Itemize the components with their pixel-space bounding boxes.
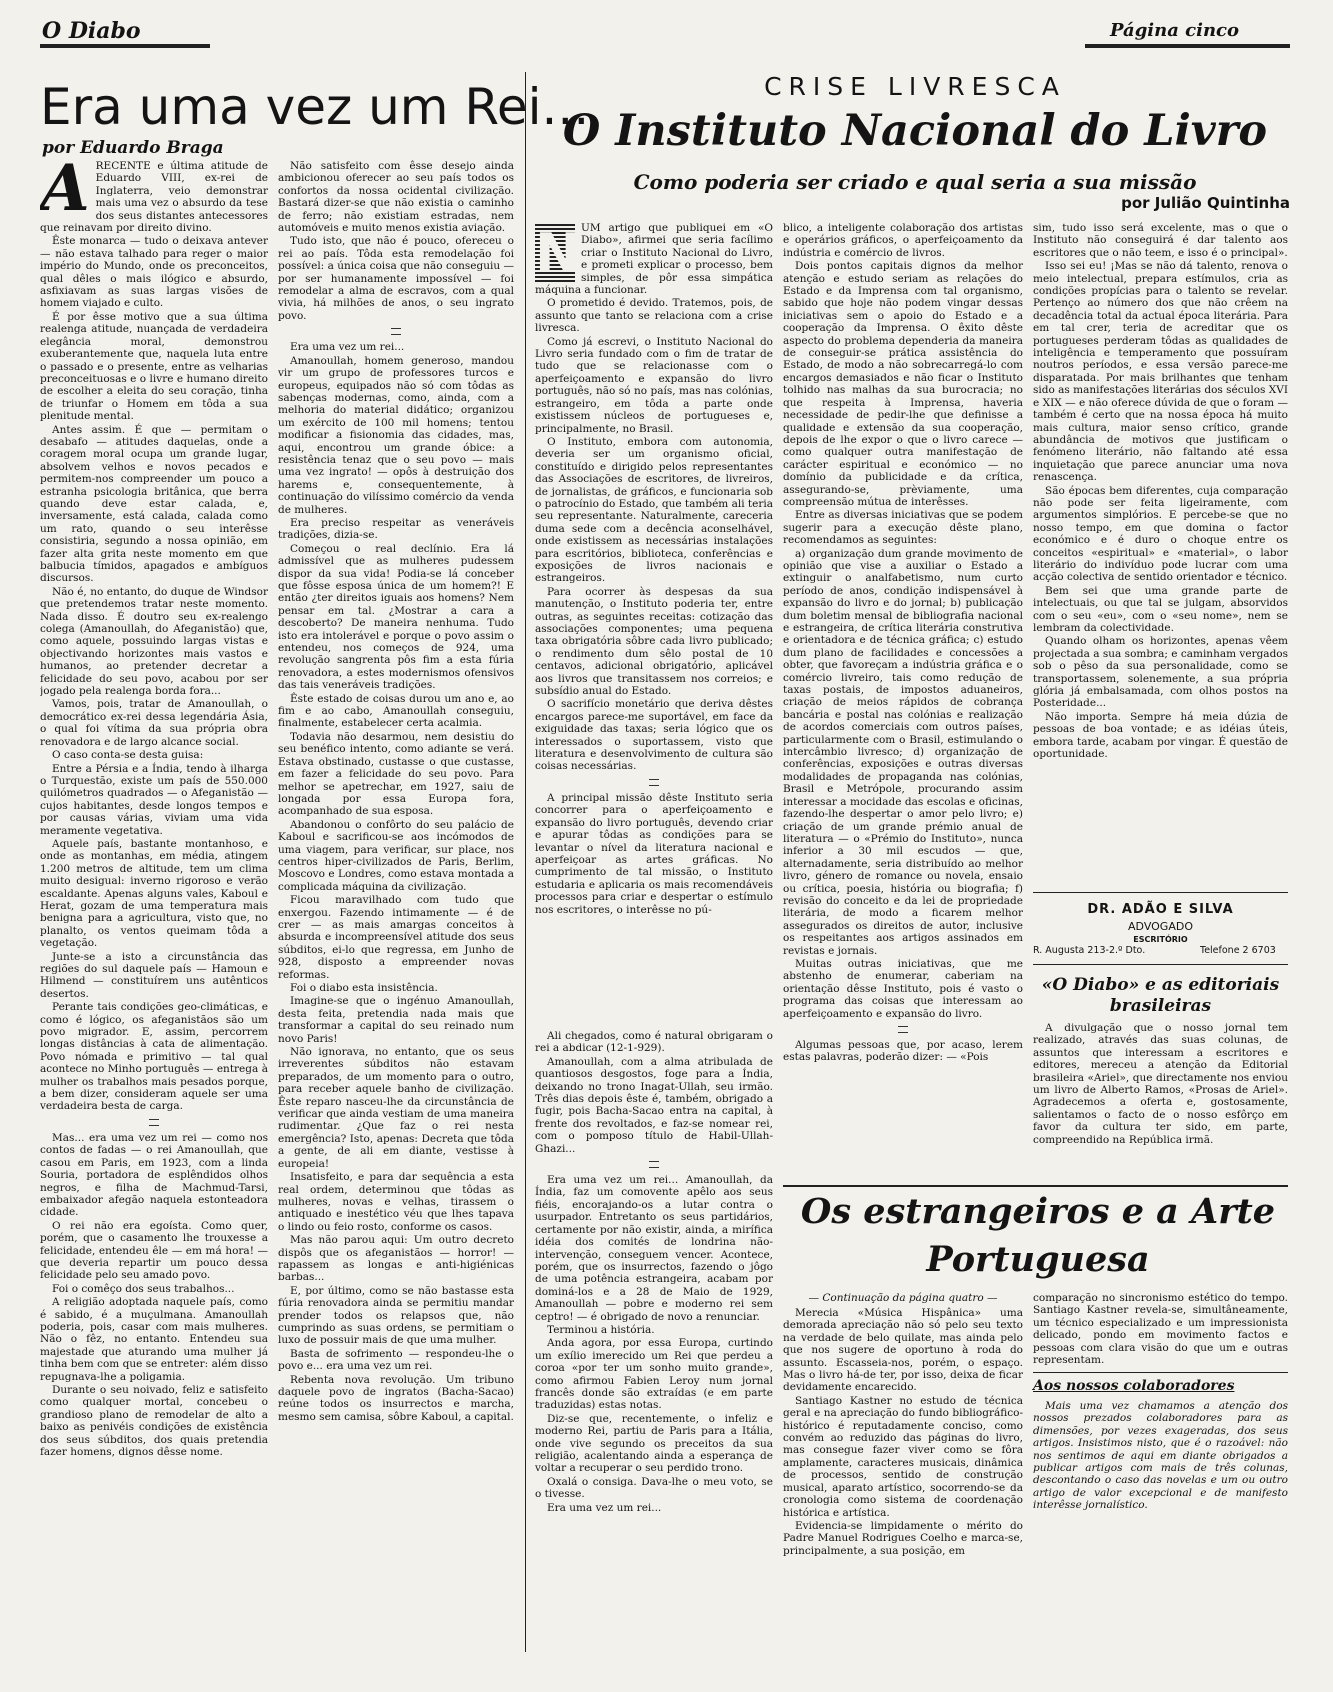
article1-col3-continuation [535,1030,773,1660]
article4-paragraph: Merecia «Música Hispânica» uma demorada apreciação não só pelo seu texto na verdade de belo quilate, mas ainda pelo que nos sugere de oportuno à roda do assunto. Escasseia-nos, porém, o espaço. Mas o livro há-de ter, por isso, deixa de ficar devidamente encarecido. [783,1307,1023,1394]
ad-name: DR. ADÃO E SILVA [1087,902,1234,917]
article2-paragraph: Quando olham os horizontes, apenas vêem projectada a sua sombra; e caminham vergados sob o pêso da sua personalidade, como se transportassem, solenemente, a sua própria glória já embalsamada, com olhos postos na Posteridade... [1033,635,1288,710]
article1-paragraph: Vamos, pois, tratar de Amanoullah, o democrático ex-rei dessa legendária Ásia, o qual foi vítima da sua própria obra renovadora e de largo alcance social. [40,698,268,748]
article5-body [1033,1400,1288,1660]
article1-paragraph: Perante tais condições geo-climáticas, e como é lógico, os afeganistãos são um povo migrador. E, assim, percorrem longas distâncias à cata de alimentação. Povo nómada e primitivo — tal qual acontece no Minho português — entrega à mulher os trabalhos mais pesados porque, a bem dizer, consideram aquele ser uma verdadeira besta de carga. [40,1001,268,1113]
article2-paragraph: Não importa. Sempre há meia dúzia de pessoas de boa vontade; e as idéias úteis, embora tarde, acabam por vingar. É questão de oportunidade. [1033,710,1288,761]
article1-paragraph: Todavia não desarmou, nem desistiu do seu benéfico intento, como adiante se verá. Estava obstinado, custasse o que custasse, em fazer a felicidade do seu povo. Para melhor se apetrechar, em 1927, saiu de longada por essa Europa fora, acompanhado de sua esposa. [278,730,514,818]
article1-paragraph: Foi o diabo esta insistência. [290,982,438,994]
article1-paragraph: Não ignorava, no entanto, que os seus irreverentes súbditos não estavam preparados, de um momento para o outro, para receber aquele banho de civilização. Êste reparo nasceu-lhe da circunstância de verificar que ainda vestiam de uma maneira rudimentar. ¿Que faz o rei nesta emergência? Isto, apenas: Decreta que tôda a gente, de ali em diante, vestisse à europeia! [278,1046,514,1170]
article1-paragraph: Rebenta nova revolução. Um tribuno daquele povo de ingratos (Bacha-Sacao) reúne todos os insurrectos e marcha, mesmo sem camisa, sôbre Kaboul, a capital. [278,1373,514,1423]
article4-title-line2: Portuguesa [926,1239,1150,1280]
article1-paragraph: Basta de sofrimento — respondeu-lhe o povo e... era uma vez um rei. [278,1347,514,1373]
article2-paragraph: Para ocorrer às despesas da sua manutenção, o Instituto poderia ter, entre outras, as seguintes receitas: cotização das associações componentes; uma pequena taxa obrigatória sôbre cada livro publicado; o rendimento dum sêlo postal de 10 centavos, adicional obrigatório, aplicável aos livros que transitassem nos correios; e subsídio anual do Estado. [535,585,773,698]
article4-continued: — Continuação da página quatro — [808,1292,998,1304]
article2-kicker: CRISE LIVRESCA [764,72,1066,101]
article2-paragraph: Entre as diversas iniciativas que se podem sugerir para a execução dêste plano, recomendamos as seguintes: [783,509,1023,547]
article4-col4 [783,1307,1023,1662]
ad-phone: Telefone 2 6703 [1200,945,1276,956]
header-rule-right [1085,44,1290,48]
article1-paragraph: Antes assim. É que — permitam o desabafo — atitudes daquelas, onde a coragem moral ocupa um grande lugar, absolvem velhos e novos pecados e permitem-nos compreender um pouco a estranha psicologia britânica, que berra quando deve estar calada, e, inversamente, está calada, calada como um rato, quando o seu interêsse consistiria, segundo a nossa opinião, em fazer alta grita neste momento em que balbucia tímidos, apagados e ambíguos discursos. [40,423,268,585]
article1-paragraph: Não é, no entanto, do duque de Windsor que pretendemos tratar neste momento. Nada disso. É doutro seu ex-realengo colega (Amanoullah, do Afeganistão) que, como aquele, possuindo largas vistas e objectivando horizontes mais vastos e humanos, ao pretender decretar a felicidade do seu povo, acabou por ser jogado pela realenga borda fora... [40,585,268,698]
ad-rule-bottom [1033,964,1288,965]
ad-office: ESCRITÓRIO [1133,935,1188,944]
header-rule-left [40,44,210,48]
article2-paragraph: O Instituto, embora com autonomia, deveria ser um organismo oficial, constituído e dirigido pelos representantes das Associações de escritores, de livreiros, de jornalistas, de gráficos, e funcionaria sob o patrocínio do Estado, que também ali teria seu representante. Naturalmente, careceria duma sede com a decência aconselhável, onde existissem as necessárias instalações para escritórios, biblioteca, conferências e exposições de livros nacionais e estrangeiros. [535,435,773,585]
separator [783,1026,1023,1034]
article1-paragraph: Mas não parou aqui: Um outro decreto dispôs que os afeganistãos — horror! — rapassem as longas e anti-higiénicas barbas... [278,1234,514,1284]
article1-paragraph: RECENTE e última atitude de Eduardo VIII, ex-rei de Inglaterra, veio demonstrar mais uma vez o absurdo da tese dos seus distantes antecessores que reinavam por direito divino. [40,160,268,235]
article1-paragraph: Abandonou o confôrto do seu palácio de Kaboul e sacrificou-se aos incómodos de uma viagem, para verificar, sur place, nos centros hiper-civilizados de Paris, Berlim, Moscovo e Londres, como estava montada a complicada máquina da civilização. [278,818,514,893]
article2-paragraph: Algumas pessoas que, por acaso, lerem estas palavras, poderão dizer: — «Pois [783,1039,1023,1064]
article1-paragraph: Foi o comêço dos seus trabalhos... [52,1282,235,1295]
article5-paragraph: Mais uma vez chamamos a atenção dos nossos prezados colaboradores para as dimensões, por vezes exageradas, dos seus artigos. Insistimos nisto, que é o razoável: não nos sentimos de aqui em diante obrigados a publicar artigos com mais de três colunas, descontando o caso das novelas e um ou outro artigo de valor excepcional e de manifesto interêsse jornalístico. [1033,1400,1288,1512]
article4-paragraph: Evidencia-se limpidamente o mérito do Padre Manuel Rodrigues Coelho e marca-se, principalmente, a sua posição, em [783,1519,1023,1557]
ad-profession: ADVOGADO [1128,920,1193,933]
article1-col1 [40,160,268,1660]
article2-paragraph: Isso sei eu! ¡Mas se não dá talento, renova o meio intelectual, prepara estímulos, cria as condições propícias para o talento se revelar. Pertenço ao número dos que não crêem na decadência total da actual época literária. Para em tal crer, teria de acreditar que os portugueses perderam tôdas as qualidades de inteligência e temperamento que possuíram noutros períodos, e essa versão parece-me disparatada. Por mais brilhantes que tenham sido as manifestações literárias dos séculos XVI e XIX — e não oferece dúvida de que o foram — também é certo que na nossa época há muito mais cultura, maior senso crítico, grande abundância de motivos que justificam o fenómeno literário, não faltando até essa inquietação que parece anunciar uma nova renascença. [1033,260,1288,484]
article3-body [1033,1022,1288,1182]
article3-title: «O Diabo» e as editoriais brasileiras [1041,975,1280,1016]
article1-paragraph: Era uma vez um rei... [290,341,405,354]
separator [535,779,773,787]
article1-byline: por Eduardo Braga [42,138,224,158]
article2-paragraph: a) organização dum grande movimento de opinião que vise a auxiliar o Estado a extinguir o analfabetismo, num curto período de anos, condição indispensável à expansão do livro e do jornal; b) publicação dum boletim mensal de bibliografia nacional e estrangeira, de crítica literária construtiva e orientadora e de técnica gráfica; c) estudo dum plano de facilidades e concessões a obter, que favoreçam a indústria gráfica e o comércio livreiro, tais como redução de taxas postais, de impostos aduaneiros, criação de meios rápidos de cobrança bancária e postal nas colónias e realização de acordos comerciais com outros países, particularmente com o Brasil, estimulando o intercâmbio livresco; d) organização de conferências, exposições e outras diversas modalidades de propaganda nas colónias, Brasil e Metrópole, procurando assim interessar a mocidade das escolas e oficinas, fazendo-lhe despertar o amor pelo livro; e) criação de um grande prémio anual de literatura — o «Prémio do Instituto», nunca inferior a 30 mil escudos — que, alternadamente, seria distribuído ao melhor livro, género de romance ou novela, ensaio ou crítica, poesia, história ou biografia; f) revisão do conceito e da lei de propriedade literária, de modo a ficarem melhor assegurados os direitos de autor, inclusive os respeitantes aos artigos assinados em revistas e jornais. [783,547,1023,957]
article2-title: O Instituto Nacional do Livro [562,106,1268,156]
separator [40,1119,268,1127]
page-label: Página cinco [1110,20,1240,41]
article1-paragraph: Êste monarca — tudo o deixava antever — não estava talhado para reger o maior império do Mundo, onde os preconceitos, qual dêles o mais ilógico e absurdo, asfixiavam as suas largas visões de homem viajado e culto. [40,235,268,310]
article1-paragraph: Oxalá o consiga. Dava-lhe o meu voto, se o tivesse. [535,1475,773,1501]
article1-paragraph: O caso conta-se desta guisa: [52,749,204,762]
article2-col3 [535,222,773,1022]
article1-paragraph: Diz-se que, recentemente, o infeliz e moderno Rei, partiu de Paris para a Itália, onde vive segundo os preceitos da sua religião, acalentando ainda a esperança de voltar a recuperar o seu perdido trono. [535,1412,773,1475]
article1-paragraph: É por êsse motivo que a sua última realenga atitude, nuançada de verdadeira elegância moral, demonstrou exuberantemente que, naquela luta entre o passado e o presente, entre as velharias preconceituosas e o livre e humano direito de escolher a eleita do seu coração, tinha de triunfar o Homem em tôda a sua plenitude mental. [40,310,268,423]
article2-col4 [783,222,1023,1127]
article1-paragraph: Imagine-se que o ingénuo Amanoullah, desta feita, pretendia nada mais que transformar a capital do seu reinado num novo Paris! [278,995,514,1045]
article2-paragraph: O prometido é devido. Tratemos, pois, de assunto que tanto se relaciona com a crise livresca. [535,297,773,335]
article1-dropcap: A [40,160,90,226]
article1-paragraph: Ali chegados, como é natural obrigaram o rei a abdicar (12-1-929). [535,1030,773,1055]
article2-paragraph: Como já escrevi, o Instituto Nacional do Livro seria fundado com o fim de tratar de tudo que se relacionasse com o aperfeiçoamento e expansão do livro português, não só no país, mas nas colónias, estrangeiro, em tôda a parte onde existissem núcleos de portugueses e, principalmente, no Brasil. [535,335,773,435]
article4-paragraph: comparação no sincronismo estético do tempo. Santiago Kastner revela-se, simultâneamente, um técnico especializado e um impressionista delicado, pondo em movimento factos e pessoas com clara visão do que um e outras representam. [1033,1292,1288,1367]
article1-paragraph: O rei não era egoísta. Como quer, porém, que o casamento lhe trouxesse a felicidade, entendeu êle — em má hora! — que deveria repartir um pouco dessa felicidade pelo seu amado povo. [40,1219,268,1282]
article2-paragraph: UM artigo que publiquei em «O Diabo», afirmei que seria facílimo criar o Instituto Nacional do Livro, e prometi explicar o processo, bem simples, de pôr essa simpática máquina a funcionar. [535,222,773,297]
article5-title: Aos nossos colaboradores [1033,1378,1235,1394]
article2-paragraph: Bem sei que uma grande parte de intelectuais, ou que tal se julgam, absorvidos com o seu «eu», com o «seu nome», nem se lembram da colectividade. [1033,584,1288,634]
article4-title-line1: Os estrangeiros e a Arte [800,1191,1276,1232]
article1-paragraph: Começou o real declínio. Era lá admissível que as mulheres pudessem dispor da sua vida! Podia-se lá conceber que fôsse esposa única de um homem?! E então ¿ter direitos iguais aos homens? Nem pensar em tal. ¿Mostrar a cara a descoberto? De maneira nenhuma. Tudo isto era intolerável e porque o povo assim o entendeu, nos começos de 924, uma revolução sangrenta pôs fim a esta fúria renovadora, a estes modernismos ofensivos das tais veneráveis tradições. [278,542,514,692]
article2-paragraph: A principal missão dêste Instituto seria concorrer para o aperfeiçoamento e expansão do livro português, devendo criar e apurar tôdas as condições para se levantar o nível da literatura nacional e aperfeiçoar as artes gráficas. No cumprimento de tal missão, o Instituto estudaria e aplicaria os mais recomendáveis processos para criar e despertar o estímulo nos escritores, o interêsse no pú- [535,791,773,916]
article1-paragraph: E, por último, como se não bastasse esta fúria renovadora ainda se permitiu mandar prender todos os relapsos que, não cumprindo as suas ordens, se permitiam o luxo de possuir mais de que uma mulher. [278,1284,514,1347]
article4-rule-top [783,1185,1288,1187]
article1-paragraph: Êste estado de coisas durou um ano e, ao fim e ao cabo, Amanoullah conseguiu, finalmente, estabelecer certa acalmia. [278,692,514,730]
article2-dropcap: N [535,222,581,285]
article1-paragraph: Ficou maravilhado com tudo que enxergou. Fazendo intimamente — é de crer — as mais amargas conceitos à absurda e incompreensível atitude dos seus súbditos, ei-lo que regressa, em Junho de 928, disposto a empreender novas reformas. [278,894,514,981]
article1-paragraph: Era preciso respeitar as veneráveis tradições, dizia-se. [278,516,514,542]
article1-paragraph: Não satisfeito com êsse desejo ainda ambicionou oferecer ao seu país todos os confortos da nossa ocidental civilização. Bastará dizer-se que não existia o caminho de ferro; não existiam estradas, nem automóveis e muito menos existia aviação. [278,160,514,235]
article1-paragraph: Aquele país, bastante montanhoso, e onde as montanhas, em média, atingem 1.200 metros de altitude, tem um clima muito desigual: inverno rigoroso e verão escaldante. Apenas alguns vales, Kaboul e Herat, gozam de uma temperatura mais benigna para a agricultura, visto que, no planalto, os ventos queimam tôda a vegetação. [40,837,268,950]
ad-address: R. Augusta 213-2.º Dto. [1033,945,1146,956]
article1-paragraph: Anda agora, por essa Europa, curtindo um exílio imerecido um Rei que perdeu a coroa «por ter um sonho muito grande», como afirmou Fabien Leroy num jornal francês donde são extraídas (e em parte traduzidas) estas notas. [535,1337,773,1412]
column-divider [525,72,526,1652]
article1-paragraph: Entre a Pérsia e a Índia, tendo à ilharga o Turquestão, existe um país de 550.000 quilómetros quadrados — o Afeganistão — cujos habitantes, desde longos tempos e por causas várias, viviam uma vida meramente vegetativa. [40,762,268,837]
article3-paragraph: A divulgação que o nosso jornal tem realizado, através das suas colunas, de assuntos que interessam a escritores e editores, mereceu a atenção da Editorial brasileira «Ariel», que directamente nos enviou um livro de Alberto Ramos, «Prosas de Ariel». Agradecemos a oferta e, gostosamente, salientamos o facto de o nosso esfôrço em favor da cultura ter sido, em parte, compreendido na República irmã. [1033,1022,1288,1146]
article5-rule-top [1033,1372,1288,1373]
article2-paragraph: blico, a inteligente colaboração dos artistas e operários gráficos, o aperfeiçoamento da indústria e comércio de livros. [783,222,1023,259]
article2-subtitle: Como poderia ser criado e qual seria a sua missão [633,170,1197,194]
separator [535,1161,773,1169]
article1-paragraph: Era uma vez um rei... [547,1501,662,1514]
article2-paragraph: sim, tudo isso será excelente, mas o que o Instituto não conseguirá é dar talento aos escritores que o não teem, e isso é o principal». [1033,222,1288,259]
article1-col2 [278,160,514,1660]
article4-paragraph: Santiago Kastner no estudo de técnica geral e na apreciação do fundo bibliográfico-histórico é reputadamente conciso, como convém ao reduzido das páginas do livro, mas consegue fazer viver como se fôra amplamente, caracteres musicais, dinâmica de processos, sentido de construção musical, aparato artístico, socorrendo-se da cronologia como sistema de coordenação histórica e artística. [783,1394,1023,1519]
article1-paragraph: Junte-se a isto a circunstância das regiões do sul daquele país — Hamoun e Hilmend — constituírem uns autênticos desertos. [40,950,268,1000]
ad-rule-top [1033,892,1288,893]
article2-paragraph: São épocas bem diferentes, cuja comparação não pode ser feita ligeiramente, com argumentos simplórios. E percebe-se que no nosso tempo, em que domina o factor económico e é duro o choque entre os conceitos «espiritual» e «material», o labor literário do indivíduo pode lucrar com uma acção colectiva de sentido orientador e técnico. [1033,484,1288,584]
article1-paragraph: Tudo isto, que não é pouco, ofereceu o rei ao país. Tôda esta remodelação foi possível: a única coisa que não conseguiu — por ser humanamente impossível — foi remodelar a alma de escravos, com a qual vivia, há milhões de anos, o seu ingrato povo. [278,235,514,322]
separator [278,328,514,336]
article1-paragraph: Era uma vez um rei... Amanoullah, da Índia, faz um comovente apêlo aos seus fiéis, encorajando-os a lutar contra o usurpador. Entretanto os seus partidários, certamente por não existir, ainda, a mirífica idéia dos comités de londrina não-intervenção, conseguem vencer. Acontece, porém, que os insurrectos, fazendo o jôgo de uma potência estrangeira, acabam por dominá-los e a 28 de Maio de 1929, Amanoullah — pobre e moderno rei sem ceptro! — é obrigado de novo a renunciar. [535,1174,773,1323]
article4-col5 [1033,1292,1288,1367]
article1-title: Era uma vez um Rei... [40,78,590,136]
article1-paragraph: Amanoullah, com a alma atribulada de quantiosos desgostos, foge para a Índia, deixando no trono Inagat-Ullah, seu irmão. Três dias depois êste é, também, obrigado a fugir, pois Bacha-Sacao entra na capital, à frente dos revoltados, e faz-se nomear rei, com o pomposo título de Habil-Ullah-Ghazi... [535,1055,773,1155]
article2-col5 [1033,222,1288,952]
article1-paragraph: A religião adoptada naquele país, como é sabido, é a muçulmana. Amanoullah poderia, pois, casar com mais mulheres. Não o fêz, no entanto. Entendeu sua majestade que aturando uma mulher já tinha bem com que se entreter: além disso repugnava-lhe a poligamia. [40,1296,268,1383]
paper-name: O Diabo [42,18,141,44]
article1-paragraph: Insatisfeito, e para dar sequência a esta real ordem, determinou que tôdas as mulheres, novas e velhas, tirassem o antiquado e inestético véu que lhes tapava o lindo ou feio rosto, conforme os casos. [278,1171,514,1233]
article2-byline: por Julião Quintinha [1121,194,1290,212]
article1-paragraph: Amanoullah, homem generoso, mandou vir um grupo de professores turcos e europeus, equipados não só com tôdas as sabenças modernas, como, ainda, com a melhoria do material didático; organizou um exército de 100 mil homens; tentou modificar a fisionomia das cidades, mas, aqui, encontrou um grande óbice: a resistência tenaz que o seu povo — mais uma vez ingrato! — opôs à destruição dos harems e, consequentemente, à continuação do vilíssimo comércio da venda de mulheres. [278,354,514,516]
article2-paragraph: Muitas outras iniciativas, que me abstenho de enumerar, caberiam na orientação dêsse Instituto, pois é vasto o programa das coisas que interessam ao aperfeiçoamento e expansão do livro. [783,957,1023,1020]
article1-paragraph: Mas... era uma vez um rei — como nos contos de fadas — o rei Amanoullah, que casou em Paris, em 1923, com a linda Souria, portadora de esplêndidos olhos negros, e filha de Machmud-Tarsi, embaixador afegão naquela estonteadora cidade. [40,1131,268,1219]
article1-paragraph: Durante o seu noivado, feliz e satisfeito como qualquer mortal, concebeu o grandioso plano de remodelar de alto a baixo as penivéis condições de existência dos seus súbditos, dos quais pretendia fazer homens, dignos dêsse nome. [40,1384,268,1459]
article1-paragraph: Terminou a história. [547,1323,655,1336]
article2-paragraph: Dois pontos capitais dignos da melhor atenção e estudo seriam as relações do Estado e da Imprensa com tal organismo, sabido que hoje não podem vingar dessas iniciativas sem o apoio do Estado e a cooperação da Imprensa. O êxito dêste aspecto do problema dependeria da maneira de conseguir-se prática assistência do Estado, de modo a não sobrecarregá-lo com encargos demasiados e não ficar o Instituto tolhido nas malhas da sua burocracia; no que respeita à Imprensa, haveria necessidade de pedir-lhe que definisse a qualidade e extensão da sua cooperação, depois de lhe expor o que o livro carece — como qualquer outra manifestação de carácter espiritual e económico — no domínio da publicidade e da crítica, assegurando-se, prèviamente, uma compreensão mútua de interêsses. [783,260,1023,508]
article2-paragraph: O sacrifício monetário que deriva dêstes encargos parece-me suportável, em face da exiguidade das taxas; seria lógico que os interessados o suportassem, visto que literatura e desenvolvimento de cultura são coisas necessárias. [535,698,773,773]
